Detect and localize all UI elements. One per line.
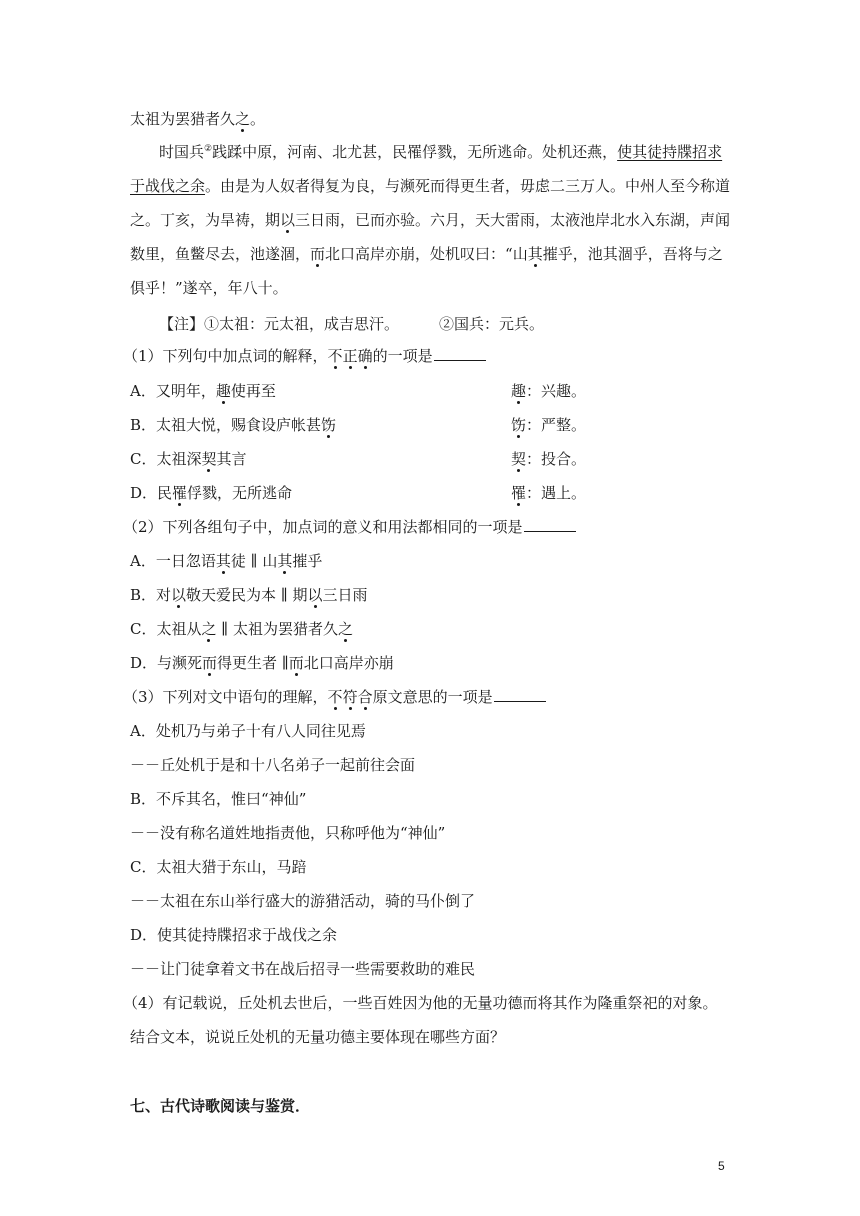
q3-option-d: D．使其徒持牒招求于战伐之余 bbox=[130, 926, 338, 944]
annotation-note: 【注】①太祖：元太祖，成吉思汗。 ②国兵：元兵。 bbox=[159, 315, 545, 333]
q3-option-a-explanation: －－丘处机于是和十八名弟子一起前往会面 bbox=[130, 756, 416, 774]
question-2-stem: （2）下列各组句子中，加点词的意义和用法都相同的一项是 bbox=[123, 516, 576, 538]
q1-option-d: D．民罹俘戮，无所逃命 罹：遇上。 bbox=[130, 484, 587, 502]
q3-option-b-explanation: －－没有称名道姓地指责他，只称呼他为“神仙” bbox=[130, 824, 446, 842]
answer-blank[interactable] bbox=[494, 687, 546, 702]
page-number: 5 bbox=[718, 1159, 725, 1173]
q2-option-a: A．一日忽语其徒 ∥ 山其摧乎 bbox=[130, 552, 323, 570]
question-4-prompt: 结合文本，说说丘处机的无量功德主要体现在哪些方面？ bbox=[130, 1028, 506, 1046]
question-1-stem: （1）下列句中加点词的解释，不正确的一项是 bbox=[123, 345, 486, 367]
q3-option-c-explanation: －－太祖在东山举行盛大的游猎活动，骑的马仆倒了 bbox=[130, 892, 476, 910]
question-4-stem: （4）有记载说，丘处机去世后，一些百姓因为他的无量功德而将其作为隆重祭祀的对象。 bbox=[123, 994, 718, 1012]
passage-line-1: 太祖为罢猎者久之。 bbox=[130, 110, 266, 128]
passage-line-2: 时国兵②践蹂中原，河南、北尤甚，民罹俘戮，无所逃命。处机还燕，使其徒持牒招求 bbox=[159, 143, 723, 161]
passage-line-5: 数里，鱼鳖尽去，池遂涸，而北口高岸亦崩，处机叹曰：“山其摧乎，池其涸乎，吾将与之 bbox=[130, 245, 723, 263]
q2-option-b: B．对以敬天爱民为本 ∥ 期以三日雨 bbox=[130, 586, 368, 604]
q1-option-c: C．太祖深契其言 契：投合。 bbox=[130, 450, 587, 468]
question-3-stem: （3）下列对文中语句的理解，不符合原文意思的一项是 bbox=[123, 686, 546, 708]
passage-line-4: 之。丁亥，为旱祷，期以三日雨，已而亦验。六月，天大雷雨，太液池岸北水入东湖，声闻 bbox=[130, 211, 731, 229]
q3-option-c: C．太祖大猎于东山，马踣 bbox=[130, 858, 307, 876]
q3-option-b: B．不斥其名，惟曰“神仙” bbox=[130, 790, 307, 808]
q2-option-c: C．太祖从之 ∥ 太祖为罢猎者久之 bbox=[130, 620, 353, 638]
answer-blank[interactable] bbox=[524, 517, 576, 532]
passage-line-3: 于战伐之余。由是为人奴者得复为良，与濒死而得更生者，毋虑二三万人。中州人至今称道 bbox=[130, 177, 731, 195]
q3-option-d-explanation: －－让门徒拿着文书在战后招寻一些需要救助的难民 bbox=[130, 960, 476, 978]
q3-option-a: A．处机乃与弟子十有八人同往见焉 bbox=[130, 722, 366, 740]
q1-option-b: B．太祖大悦，赐食设庐帐甚饬 饬：严整。 bbox=[130, 416, 587, 434]
section-heading: 七、古代诗歌阅读与鉴赏． bbox=[130, 1097, 311, 1115]
passage-line-6: 俱乎！”遂卒，年八十。 bbox=[130, 279, 288, 297]
answer-blank[interactable] bbox=[434, 346, 486, 361]
q2-option-d: D．与濒死而得更生者 ∥而北口高岸亦崩 bbox=[130, 654, 394, 672]
q1-option-a: A．又明年，趣使再至 趣：兴趣。 bbox=[130, 382, 587, 400]
